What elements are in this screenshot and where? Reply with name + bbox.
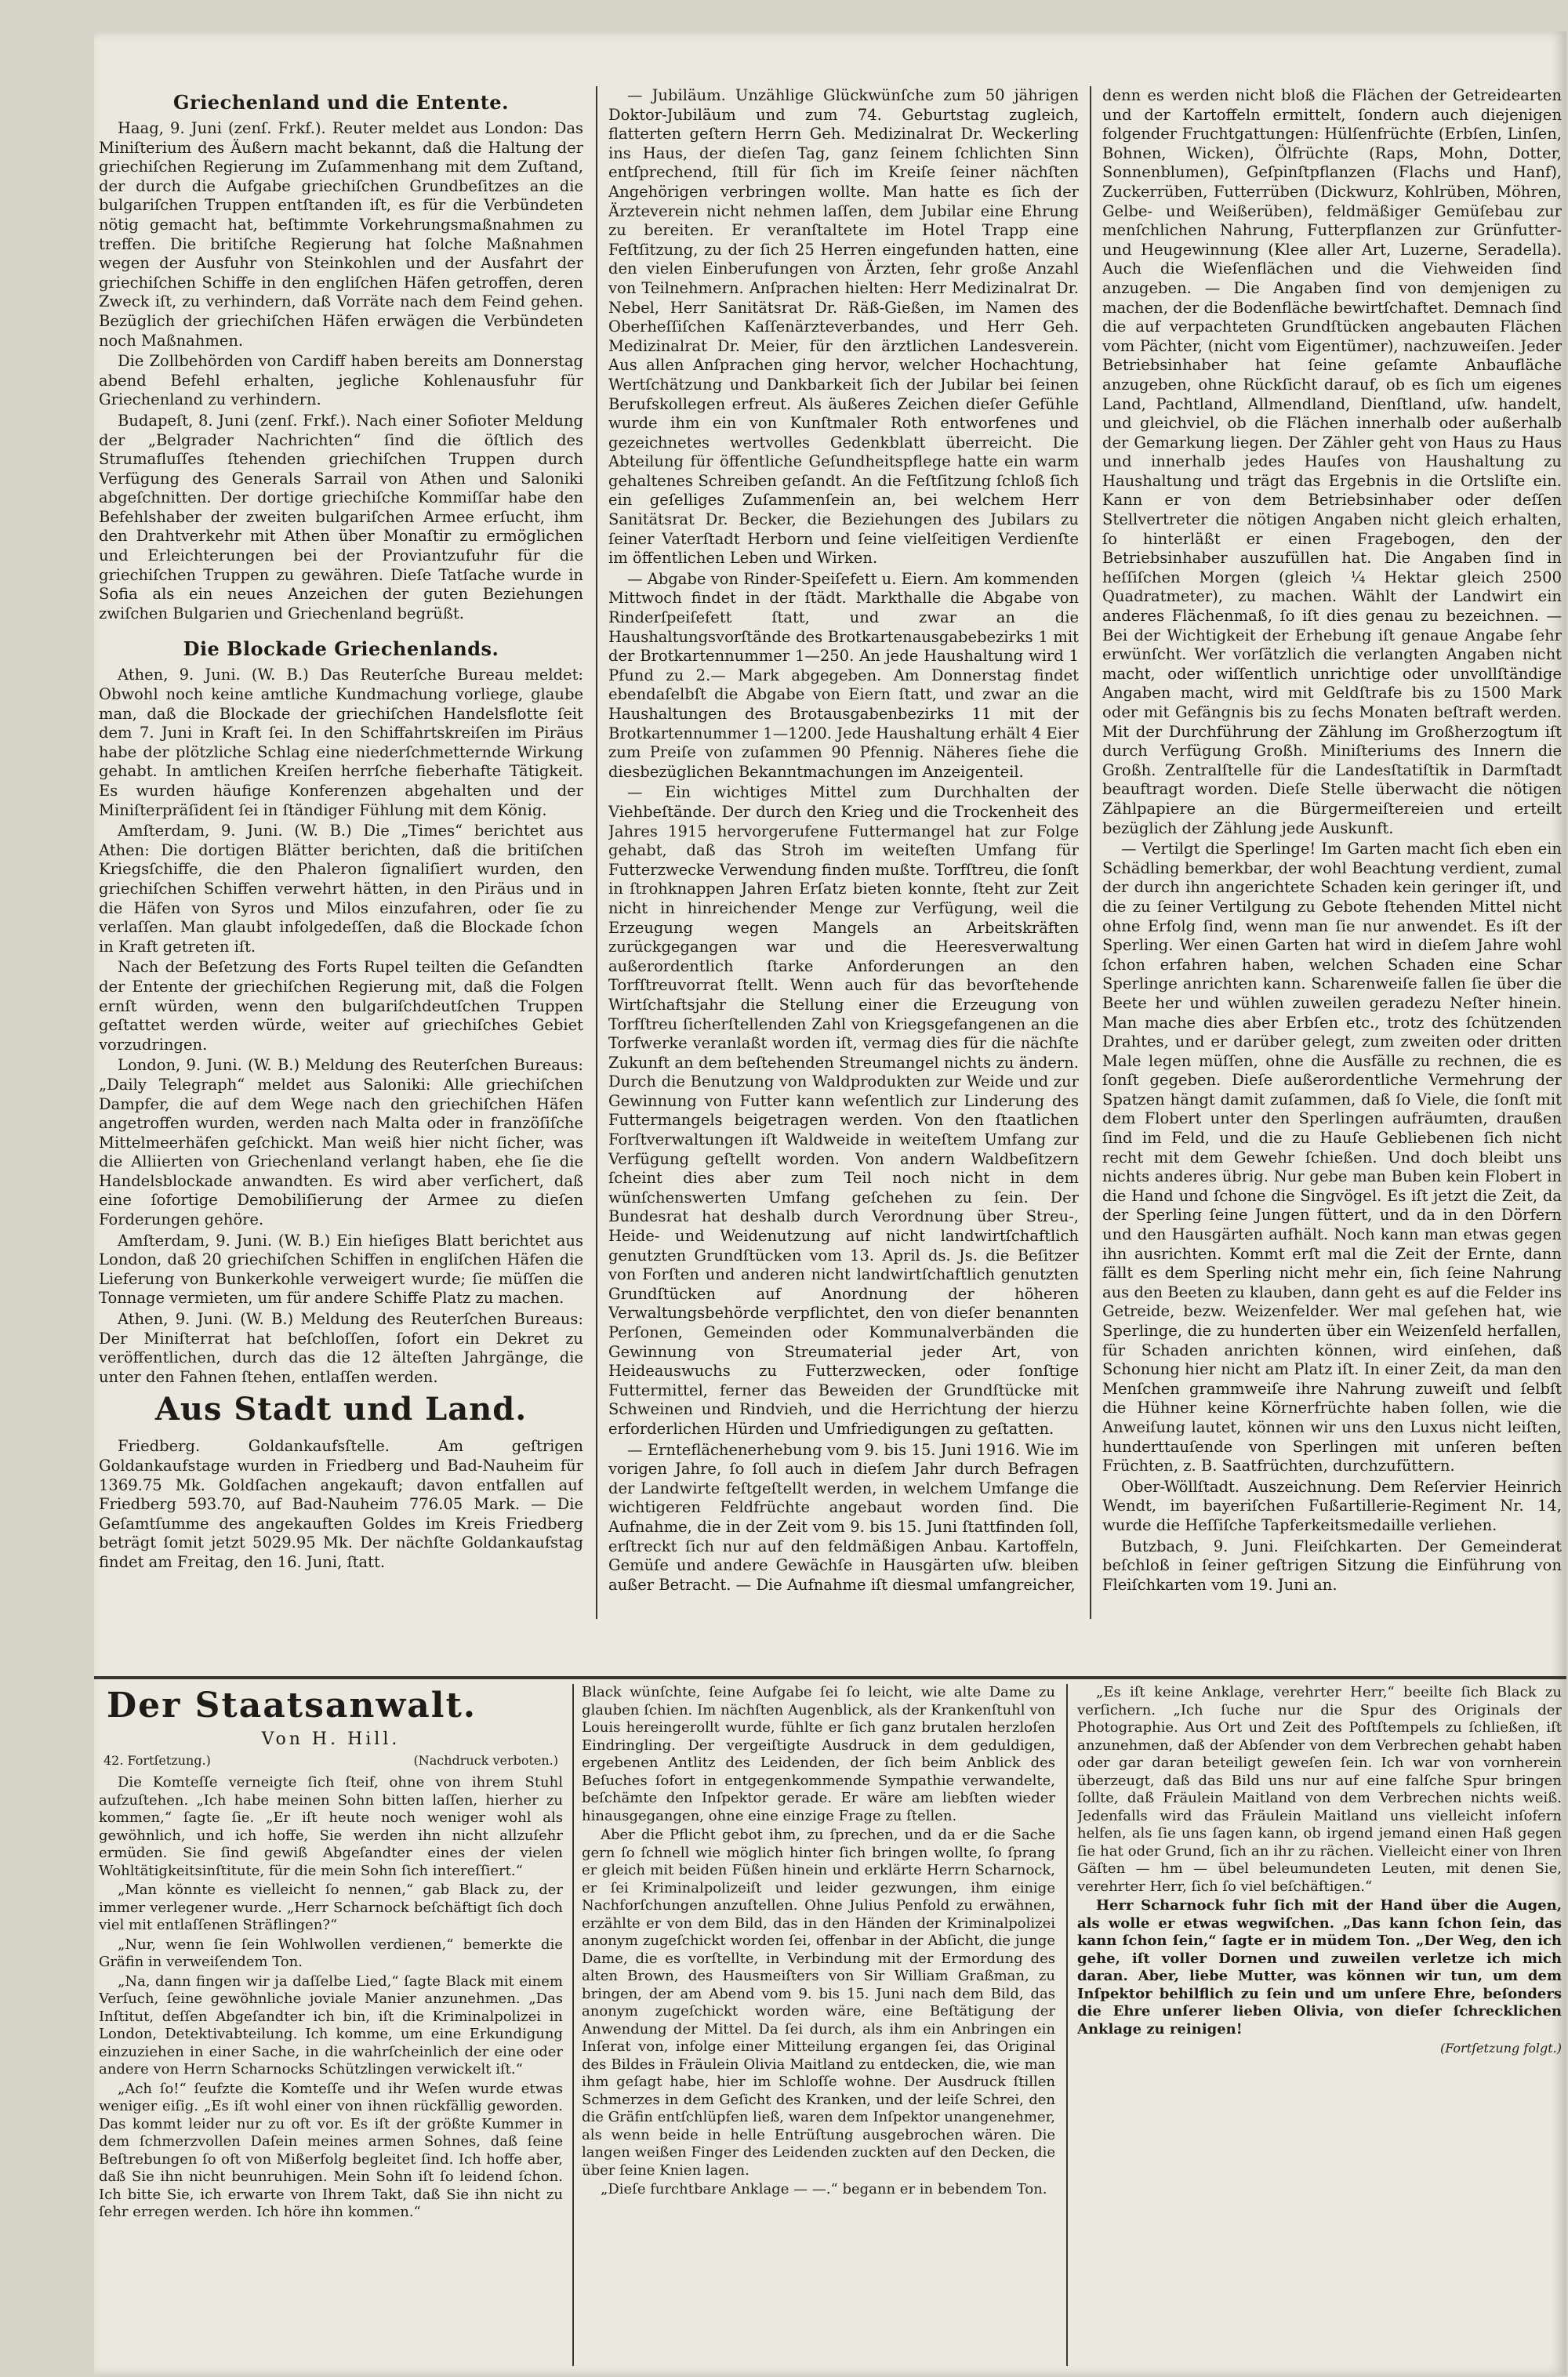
serial-paragraph: Die Komteſſe verneigte ſich ſteif, ohne von ihrem Stuhl aufzuſtehen. „Ich habe meinen Sohn bitten laſſen, hierher zu kommen,“ ſagte ſie. „Er iſt heute noch weniger wohl als gewöhnlich, und ich hoffe, Sie werden ihn nicht allzuſehr ermüden. Sie ſind gewiß Abgeſandter eines der vielen Wohltätigkeitsinſtitute, für die mein Sohn ſich intereſſiert.“ [99, 1774, 563, 1879]
article-paragraph: — Abgabe von Rinder-Speiſefett u. Eiern. Am kommenden Mittwoch findet in der ſtädt. Markthalle die Abgabe von Rinderſpeiſefett ſtatt, und zwar an die Haushaltungsvorſtände des Brotkartenausgabebezirks 1 mit der Brotkartennummer 1—250. An jede Haushaltung wird 1 Pfund zu 2.— Mark abgegeben. Am Donnerstag findet ebendaſelbſt die Abgabe von Eiern ſtatt, und zwar an die Haushaltungen des Brotausgabenbezirks 11 mit der Brotkartennummer 1—1200. Jede Haushaltung erhält 4 Eier zum Preiſe von zuſammen 90 Pfennig. Näheres ſiehe die diesbezüglichen Bekanntmachungen im Anzeigenteil. [608, 569, 1079, 781]
article-paragraph: Budapeſt, 8. Juni (zenſ. Frkf.). Nach einer Sofioter Meldung der „Belgrader Nachrichten“ ſind die öſtlich des Strumafluſſes ſtehenden griechiſchen Truppen durch Verfügung des Generals Sarrail von Athen und Saloniki abgeſchnitten. Der dortige griechiſche Kommiſſar habe den Befehlshaber der zweiten bulgariſchen Armee erſucht, ihm den Drahtverkehr mit Athen über Monaſtir zu ermöglichen und Erleichterungen bei der Proviantzufuhr für die griechiſchen Truppen zu gewähren. Dieſe Tatſache wurde in Sofia als ein neues Anzeichen der guten Beziehungen zwiſchen Bulgarien und Griechenland begrüßt. [99, 411, 583, 622]
serial-paragraph: „Es iſt keine Anklage, verehrter Herr,“ beeilte ſich Black zu verſichern. „Ich ſuche nur die Spur des Originals der Photographie. Aus Ort und Zeit des Poſtſtempels zu ſchließen, iſt anzunehmen, daß der Abſender von dem Verbrechen gehabt haben oder gar daran beteiligt geweſen ſein. Ich war von vornherein überzeugt, daß das Bild uns nur auf eine falſche Spur bringen ſollte, daß Fräulein Maitland von dem Verbrechen nichts weiß. Jedenfalls wird das Fräulein Maitland uns vielleicht inſofern helfen, als ſie uns ſagen kann, ob irgend jemand einen Haß gegen ſie hat oder Grund, ſich an ihr zu rächen. Vielleicht einer von Ihren Gäſten — hm — übel beleumundeten Leuten, mit denen Sie, verehrter Herr, ſich ſo viel beſchäftigen.“ [1077, 1684, 1562, 1895]
right-column [1102, 86, 1562, 1619]
installment-number: 42. Fortſetzung.) [103, 1752, 211, 1768]
headline-griechenland-entente: Griechenland und die Entente. [173, 91, 509, 114]
rights-notice: (Nachdruck verboten.) [413, 1752, 558, 1768]
serial-column-3 [1077, 1684, 1562, 2366]
newspaper-page [94, 31, 1566, 2375]
column-rule [596, 86, 597, 1619]
article-paragraph: — Jubiläum. Unzählige Glückwünſche zum 50 jährigen Doktor-Jubiläum und zum 74. Geburtstag zugleich, flatterten geſtern Herrn Geh. Medizinalrat Dr. Weckerling ins Haus, der dieſen Tag, ganz ſeinem ſchlichten Sinn entſprechend, ſtill für ſich im Kreiſe ſeiner nächſten Angehörigen verbringen wollte. Man hatte es ſich der Ärzteverein nicht nehmen laſſen, dem Jubilar eine Ehrung zu bereiten. Er veranſtaltete im Hotel Trapp eine Feſtſitzung, zu der ſich 25 Herren eingefunden hatten, eine den vielen Einberufungen von Ärzten, ſehr große Anzahl von Teilnehmern. Anſprachen hielten: Herr Medizinalrat Dr. Nebel, Herr Sanitätsrat Dr. Räß-Gießen, im Namen des Oberheſſiſchen Kaſſenärzteverbandes, und Herr Geh. Medizinalrat Dr. Meier, für den ärztlichen Landesverein. Aus allen Anſprachen ging hervor, welcher Hochachtung, Wertſchätzung und Dankbarkeit ſich der Jubilar bei ſeinen Berufskollegen erfreut. Als äußeres Zeichen dieſer Gefühle wurde ihm ein von Kunſtmaler Roth entworfenes und gezeichnetes wertvolles Gedenkblatt überreicht. Die Abteilung für öffentliche Geſundheitspflege hatte ein warm gehaltenes Schreiben geſandt. An die Feſtſitzung ſchloß ſich ein geſelliges Zuſammenſein an, bei welchem Herr Sanitätsrat Dr. Becker, die Beziehungen des Jubilars zu ſeiner Vaterſtadt Herborn und ſeine vielſeitigen Verdienſte im öffentlichen Leben und Wirken. [608, 86, 1079, 568]
serial-paragraph: Herr Scharnock fuhr ſich mit der Hand über die Augen, als wolle er etwas wegwiſchen. „Das kann ſchon ſein, das kann ſchon ſein,“ ſagte er in müdem Ton. „Der Weg, den ich gehe, iſt voller Dornen und zuweilen verletze ich mich daran. Aber, liebe Mutter, was können wir tun, um dem Inſpektor behilflich zu ſein und um unſere Ehre, beſonders die Ehre unſerer lieben Olivia, von dieſer ſchrecklichen Anklage zu reinigen! [1077, 1897, 1562, 2038]
article-paragraph: Nach der Beſetzung des Forts Rupel teilten die Geſandten der Entente der griechiſchen Regierung mit, daß die Folgen ernſt würden, wenn den bulgariſchdeutſchen Truppen geſtattet werden würde, weiter auf griechiſches Gebiet vorzudringen. [99, 958, 583, 1054]
serial-column-2 [582, 1684, 1055, 2366]
article-paragraph: Friedberg. Goldankaufsſtelle. Am geſtrigen Goldankaufstage wurden in Friedberg und Bad-Nauheim für 1369.75 Mk. Goldſachen angekauft; davon entfallen auf Friedberg 593.70, auf Bad-Nauheim 776.05 Mark. — Die Geſamtſumme des angekauften Goldes im Kreis Friedberg beträgt ſomit jetzt 5029.95 Mk. Der nächſte Goldankaufstag findet am Freitag, den 16. Juni, ſtatt. [99, 1437, 583, 1571]
article-paragraph: Die Zollbehörden von Cardiff haben bereits am Donnerstag abend Befehl erhalten, jegliche Kohlenausfuhr für Griechenland zu verhindern. [99, 352, 583, 409]
article-paragraph: — Vertilgt die Sperlinge! Im Garten macht ſich eben ein Schädling bemerkbar, der wohl Beachtung verdient, zumal der durch ihn angerichtete Schaden kein geringer iſt, und die zu ſeiner Vertilgung zu Gebote ſtehenden Mittel nicht ohne Erfolg ſind, wenn man ſie nur anwendet. Es iſt der Sperling. Wer einen Garten hat wird in dieſem Jahre wohl ſchon erfahren haben, welchen Schaden eine Schar Sperlinge anrichten kann. Scharenweiſe fallen ſie über die Beete her und wühlen zuweilen geradezu Neſter hinein. Man mache dies aber Erbſen etc., trotz des ſchützenden Drahtes, und er darüber gelegt, zum zweiten oder dritten Male legen müſſen, ohne die Ausfälle zu rechnen, die es ſonſt gegeben. Dieſe außerordentliche Vermehrung der Spatzen hängt damit zuſammen, daß ſo Viele, die ſonſt mit dem Flobert unter den Sperlingen aufräumten, draußen ſind im Feld, und die zu Hauſe Gebliebenen ſich nicht recht mit dem Gewehr ſchießen. Und doch bleibt uns nichts anderes übrig. Nur gebe man Buben kein Flobert in die Hand und ſchone die Singvögel. Es iſt jetzt die Zeit, da der Sperling ſeine Jungen füttert, und da in den Dörfern und den Hausgärten aufhält. Noch kann man etwas gegen ihn ausrichten. Kommt erſt mal die Zeit der Ernte, dann fällt es dem Sperling nicht mehr ein, ſich ſeine Nahrung aus den Beeten zu klauben, dann geht es auf die Felder ins Getreide, bezw. Weizenfelder. Wer mal geſehen hat, wie Sperlinge, die zu hunderten über ein Weizenſeld herfallen, für Schaden anrichten können, wird einſehen, daß Schonung hier nicht am Platz iſt. In einer Zeit, da man den Menſchen grammweiſe ihre Nahrung zuweiſt und ſelbſt die Hühner keine Körnerfrüchte haben ſollen, wie die Anweiſung lautet, können wir uns den Luxus nicht leiſten, hunderttauſende von Sperlingen mit unſeren beſten Früchten, z. B. Saatfrüchten, durchzufüttern. [1102, 840, 1562, 1475]
serial-title: Der Staatsanwalt. [107, 1686, 477, 1726]
article-paragraph: Ober-Wöllſtadt. Auszeichnung. Dem Reſervier Heinrich Wendt, im bayeriſchen Fußartillerie-Regiment Nr. 14, wurde die Heſſiſche Tapferkeitsmedaille verliehen. [1102, 1477, 1562, 1534]
continued-notice: (Fortſetzung folgt.) [1439, 2041, 1562, 2056]
left-column [99, 86, 583, 1619]
article-paragraph: Amſterdam, 9. Juni. (W. B.) Ein hieſiges Blatt berichtet aus London, daß 20 griechiſchen Schiffen in engliſchen Häfen die Lieferung von Bunkerkohle verweigert wurde; ſie müſſen die Tonnage vermieten, um für andere Schiffe Platz zu machen. [99, 1231, 583, 1308]
serial-meta [103, 1752, 558, 1770]
headline-blockade: Die Blockade Griechenlands. [183, 637, 499, 661]
middle-column [608, 86, 1079, 1619]
serial-paragraph: „Nur, wenn ſie ſein Wohlwollen verdienen,“ bemerkte die Gräfin in verweiſendem Ton. [99, 1936, 563, 1970]
serial-column-1 [99, 1684, 563, 2366]
column-rule [1066, 1684, 1068, 2366]
serial-paragraph: Aber die Pflicht gebot ihm, zu ſprechen, und da er die Sache gern ſo ſchnell wie möglich hinter ſich bringen wollte, ſo ſprang er gleich mit beiden Füßen hinein und erklärte Herrn Scharnock, er ſei Kriminalpolizeiſt und leider gezwungen, ihm einige Nachforſchungen anzuſtellen. Ohne Julius Penfold zu erwähnen, erzählte er von dem Bild, das in den Händen der Kriminalpolizei anonym zugeſchickt worden ſei, offenbar in der Abſicht, die junge Dame, die es vorſtellte, in Verbindung mit der Ermordung des alten Brown, des Hausmeiſters von Sir William Graßman, zu bringen, der am Abend vom 9. bis 15. Juni nach dem Bild, das anonym zugeſchickt worden wäre, eine Beſtätigung der Anwendung der Mittel. Da ſei durch, als ihm ein Anbringen ein Inſerat von, infolge einer Mitteilung ergangen ſei, das Original des Bildes in Fräulein Olivia Maitland zu entdecken, die, wie man ihm geſagt habe, hier im Schloſſe wohne. Der Ausdruck ſtillen Schmerzes in dem Geſicht des Kranken, und der leiſe Schrei, den die Gräfin entſchlüpfen ließ, waren dem Inſpektor unangenehmer, als wenn beide in helle Entrüſtung ausgebrochen wären. Die langen weißen Finger des Leidenden zuckten auf den Decken, die über ſeine Knien lagen. [582, 1827, 1055, 2179]
serial-byline: Von H. Hill. [261, 1729, 401, 1749]
article-paragraph: denn es werden nicht bloß die Flächen der Getreidearten und der Kartoffeln ermittelt, ſondern auch diejenigen folgender Fruchtgattungen: Hülſenfrüchte (Erbſen, Linſen, Bohnen, Wicken), Ölfrüchte (Raps, Mohn, Dotter, Sonnenblumen), Geſpinſtpflanzen (Flachs und Hanf), Zuckerrüben, Futterrüben (Dickwurz, Kohlrüben, Möhren, Gelbe- und Weißerüben), feldmäßiger Gemüſebau zur menſchlichen Nahrung, Futterpflanzen zur Grünfutter- und Heugewinnung (Klee aller Art, Luzerne, Seradella). Auch die Wieſenflächen und die Viehweiden ſind anzugeben. — Die Angaben ſind von demjenigen zu machen, der die Bodenfläche bewirtſchaftet. Demnach ſind die auf verpachteten Grundſtücken angebauten Flächen vom Pächter, (nicht vom Eigentümer), nachzuweiſen. Jeder Betriebsinhaber hat ſeine geſamte Anbaufläche anzugeben, ohne Rückſicht darauf, ob es ſich um eigenes Land, Pachtland, Allmendland, Dienſtland, uſw. handelt, und gleichviel, ob die Flächen innerhalb oder außerhalb der Gemarkung liegen. Der Zähler geht von Haus zu Haus und innerhalb jedes Hauſes von Haushaltung zu Haushaltung und trägt das Ergebnis in die Ortsliſte ein. Kann er von dem Betriebsinhaber oder deſſen Stellvertreter die nötigen Angaben nicht gleich erhalten, ſo hinterläßt er einen Fragebogen, den der Betriebsinhaber auszufüllen hat. Die Angaben ſind in heſſiſchen Morgen (gleich ¼ Hektar gleich 2500 Quadratmeter), zu machen. Wählt der Landwirt ein anderes Flächenmaß, ſo iſt dies genau zu bezeichnen. — Bei der Wichtigkeit der Erhebung iſt genaue Angabe ſehr erwünſcht. Wer vorſätzlich die verlangten Angaben nicht macht, oder wiſſentlich unrichtige oder unvollſtändige Angaben macht, wird mit Geldſtrafe bis zu 1500 Mark oder mit Gefängnis bis zu ſechs Monaten beſtraft werden. Mit der Durchführung der Zählung im Großherzogtum iſt durch Verfügung Großh. Miniſteriums des Innern die Großh. Zentralſtelle für die Landesſtatiſtik in Darmſtadt beauftragt worden. Dieſe Stelle überwacht die nötigen Zählpapiere an die Bürgermeiſtereien und erteilt bezüglich der Zählung jede Auskunft. [1102, 86, 1562, 837]
column-rule [572, 1684, 574, 2366]
serial-paragraph: „Dieſe furchtbare Anklage — —.“ begann er in bebendem Ton. [601, 2181, 1047, 2197]
serial-paragraph: „Man könnte es vielleicht ſo nennen,“ gab Black zu, der immer verlegener wurde. „Herr Scharnock beſchäftigt ſich doch viel mit entlaſſenen Sträflingen?“ [99, 1882, 563, 1933]
article-paragraph: Amſterdam, 9. Juni. (W. B.) Die „Times“ berichtet aus Athen: Die dortigen Blätter berichten, daß die britiſchen Kriegsſchiffe, die den Phaleron ſignaliſiert wurden, den griechiſchen Schiffen verwehrt hätten, in den Piräus und in die Häfen von Syros und Milos einzufahren, oder ſie zu verlaſſen. Man glaubt infolgedeſſen, daß die Blockade ſchon in Kraft getreten iſt. [99, 822, 583, 956]
article-paragraph: London, 9. Juni. (W. B.) Meldung des Reuterſchen Bureaus: „Daily Telegraph“ meldet aus Saloniki: Alle griechiſchen Dampfer, die auf dem Wege nach den griechiſchen Häfen angetroffen wurden, werden nach Malta oder in franzöſiſche Mittelmeerhäfen geſchickt. Man weiß hier nicht ſicher, was die Alliierten von Griechenland verlangt haben, ehe ſie die Handelsblockade anwandten. Es wird aber verſichert, daß eine ſofortige Demobiliſierung der Armee zu dieſen Forderungen gehöre. [99, 1056, 583, 1229]
article-paragraph: Haag, 9. Juni (zenſ. Frkf.). Reuter meldet aus London: Das Miniſterium des Äußern macht bekannt, daß die Haltung der griechiſchen Regierung im Zuſammenhang mit dem Zuſtand, der durch die Aufgabe griechiſchen Grundbeſitzes an die bulgariſchen Truppen entſtanden iſt, es für die Verbündeten nötig gemacht hat, beſtimmte Vorkehrungsmaßnahmen zu treffen. Die britiſche Regierung hat ſolche Maßnahmen wegen der Ausfuhr von Steinkohlen und der Ausfahrt der griechiſchen Schiffe in den engliſchen Häfen getroffen, deren Zweck iſt, zu verhindern, daß Vorräte nach dem Feind gehen. Bezüglich der griechiſchen Häfen erwägen die Verbündeten noch Maßnahmen. [99, 119, 583, 350]
serial-paragraph: Black wünſchte, ſeine Aufgabe ſei ſo leicht, wie alte Dame zu glauben ſchien. Im nächſten Augenblick, als der Krankenſtuhl von Louis hereingerollt wurde, fühlte er ſich ganz brutalen herzloſen Eindringling. Der vergeiſtigte Ausdruck in dem geduldigen, ergebenen Antlitz des Leidenden, der ſich beim Anblick des Beſuches ſofort in entgegenkommende Sympathie verwandelte, beſchämte den Inſpektor gerade. Er wäre am liebſten wieder hinausgegangen, ohne eine einzige Frage zu ſtellen. [582, 1684, 1055, 1824]
article-paragraph: Athen, 9. Juni. (W. B.) Das Reuterſche Bureau meldet: Obwohl noch keine amtliche Kundmachung vorliege, glaube man, daß die Blockade der griechiſchen Handelsflotte ſeit dem 7. Juni in Kraft ſei. In den Schiffahrtskreiſen im Piräus habe der plötzliche Schlag eine niederſchmetternde Wirkung gehabt. In amtlichen Kreiſen herrſche fieberhafte Tätigkeit. Es wurden häufige Konferenzen abgehalten und der Miniſterpräſident ſei in ſtändiger Fühlung mit dem König. [99, 666, 583, 819]
feuilleton-divider [94, 1676, 1566, 1679]
serial-paragraph: „Ach ſo!“ ſeufzte die Komteſſe und ihr Weſen wurde etwas weniger eiſig. „Es iſt wohl einer von ihnen rückfällig geworden. Das kommt leider nur zu oft vor. Es iſt der größte Kummer in dem ſchmerzvollen Daſein meines armen Sohnes, daß ſeine Beſtrebungen ſo oft von Mißerfolg begleitet ſind. Ich hoffe aber, daß Sie ihn nicht beunruhigen. Mein Sohn iſt ſo leidend ſchon. Ich bitte Sie, ich erwarte von Ihrem Takt, daß Sie ihn nicht zu ſehr erregen werden. Ich höre ihn kommen.“ [99, 2080, 563, 2220]
serial-paragraph: „Na, dann fingen wir ja daſſelbe Lied,“ ſagte Black mit einem Verſuch, ſeine gewöhnliche joviale Manier anzunehmen. „Das Inſtitut, deſſen Abgeſandter ich bin, iſt die Kriminalpolizei in London, Detektivabteilung. Ich komme, um eine Erkundigung einzuziehen in einer Sache, in die wahrſcheinlich der eine oder andere von Herrn Scharnocks Schützlingen verwickelt iſt.“ [99, 1972, 563, 2078]
article-paragraph: Athen, 9. Juni. (W. B.) Meldung des Reuterſchen Bureaus: Der Miniſterrat hat beſchloſſen, ſofort ein Dekret zu veröffentlichen, durch das die 12 älteſten Jahrgänge, die unter den Fahnen ſtehen, entlaſſen werden. [99, 1310, 583, 1386]
column-rule [1090, 86, 1091, 1619]
article-paragraph: Butzbach, 9. Juni. Fleiſchkarten. Der Gemeinderat beſchloß in ſeiner geſtrigen Sitzung die Einführung von Fleiſchkarten vom 19. Juni an. [1102, 1537, 1562, 1594]
article-paragraph: — Ein wichtiges Mittel zum Durchhalten der Viehbeſtände. Der durch den Krieg und die Trockenheit des Jahres 1915 hervorgerufene Futtermangel hat zur Folge gehabt, daß das Stroh im weiteſten Umfang für Futterzwecke Verwendung finden mußte. Torfſtreu, die ſonſt in ſtrohknappen Jahren Erſatz bieten konnte, ſteht zur Zeit nicht in hinreichender Menge zur Verfügung, weil die Erzeugung wegen Mangels an Arbeitskräften zurückgegangen war und die Heeresverwaltung außerordentlich ſtarke Anforderungen an den Torfſtreuvorrat ſtellt. Wenn auch für das bevorſtehende Wirtſchaftsjahr die Stellung einer die Erzeugung von Torfſtreu ſicherſtellenden Zahl von Kriegsgefangenen an die Torfwerke veranlaßt worden iſt, vermag dies für die nächſte Zukunft an dem beſtehenden Streumangel nichts zu ändern. Durch die Benutzung von Waldprodukten zur Weide und zur Gewinnung von Futter kann weſentlich zur Linderung des Futtermangels beigetragen werden. Von den ſtaatlichen Forſtverwaltungen iſt Waldweide in weiteſtem Umfang zur Verfügung geſtellt worden. Von andern Waldbeſitzern ſcheint dies aber zum Teil noch nicht in dem wünſchenswerten Umfang geſchehen zu ſein. Der Bundesrat hat deshalb durch Verordnung über Streu-, Heide- und Weidenutzung auf nicht landwirtſchaftlich genutzten Grundſtücken vom 13. April ds. Js. die Beſitzer von Forſten und anderen nicht landwirtſchaftlich genutzten Grundſtücken auf Anordnung der höheren Verwaltungsbehörde verpflichtet, den von dieſer benannten Perſonen, Gemeinden oder Kommunalverbänden die Gewinnung von Streumaterial jeder Art, von Heideauswuchs zu Futterzwecken, oder ſonſtige Futtermittel, ferner das Beweiden der Grundſtücke mit Schweinen und Rindvieh, und die Herrichtung der hierzu erforderlichen Hürden und Umfriedigungen zu geſtatten. [608, 783, 1079, 1438]
article-paragraph: — Ernteflächenerhebung vom 9. bis 15. Juni 1916. Wie im vorigen Jahre, ſo ſoll auch in dieſem Jahr durch Befragen der Landwirte feſtgeſtellt werden, in welchem Umfange die wichtigeren Feldfrüchte angebaut worden ſind. Die Aufnahme, die in der Zeit vom 9. bis 15. Juni ſtattfinden ſoll, erſtreckt ſich nur auf den feldmäßigen Anbau. Kartoffeln, Gemüſe und andere Gewächſe in Hausgärten uſw. bleiben außer Betracht. — Die Aufnahme iſt diesmal umfangreicher, [608, 1440, 1079, 1594]
section-title-stadt-und-land: Aus Stadt und Land. [154, 1391, 528, 1428]
